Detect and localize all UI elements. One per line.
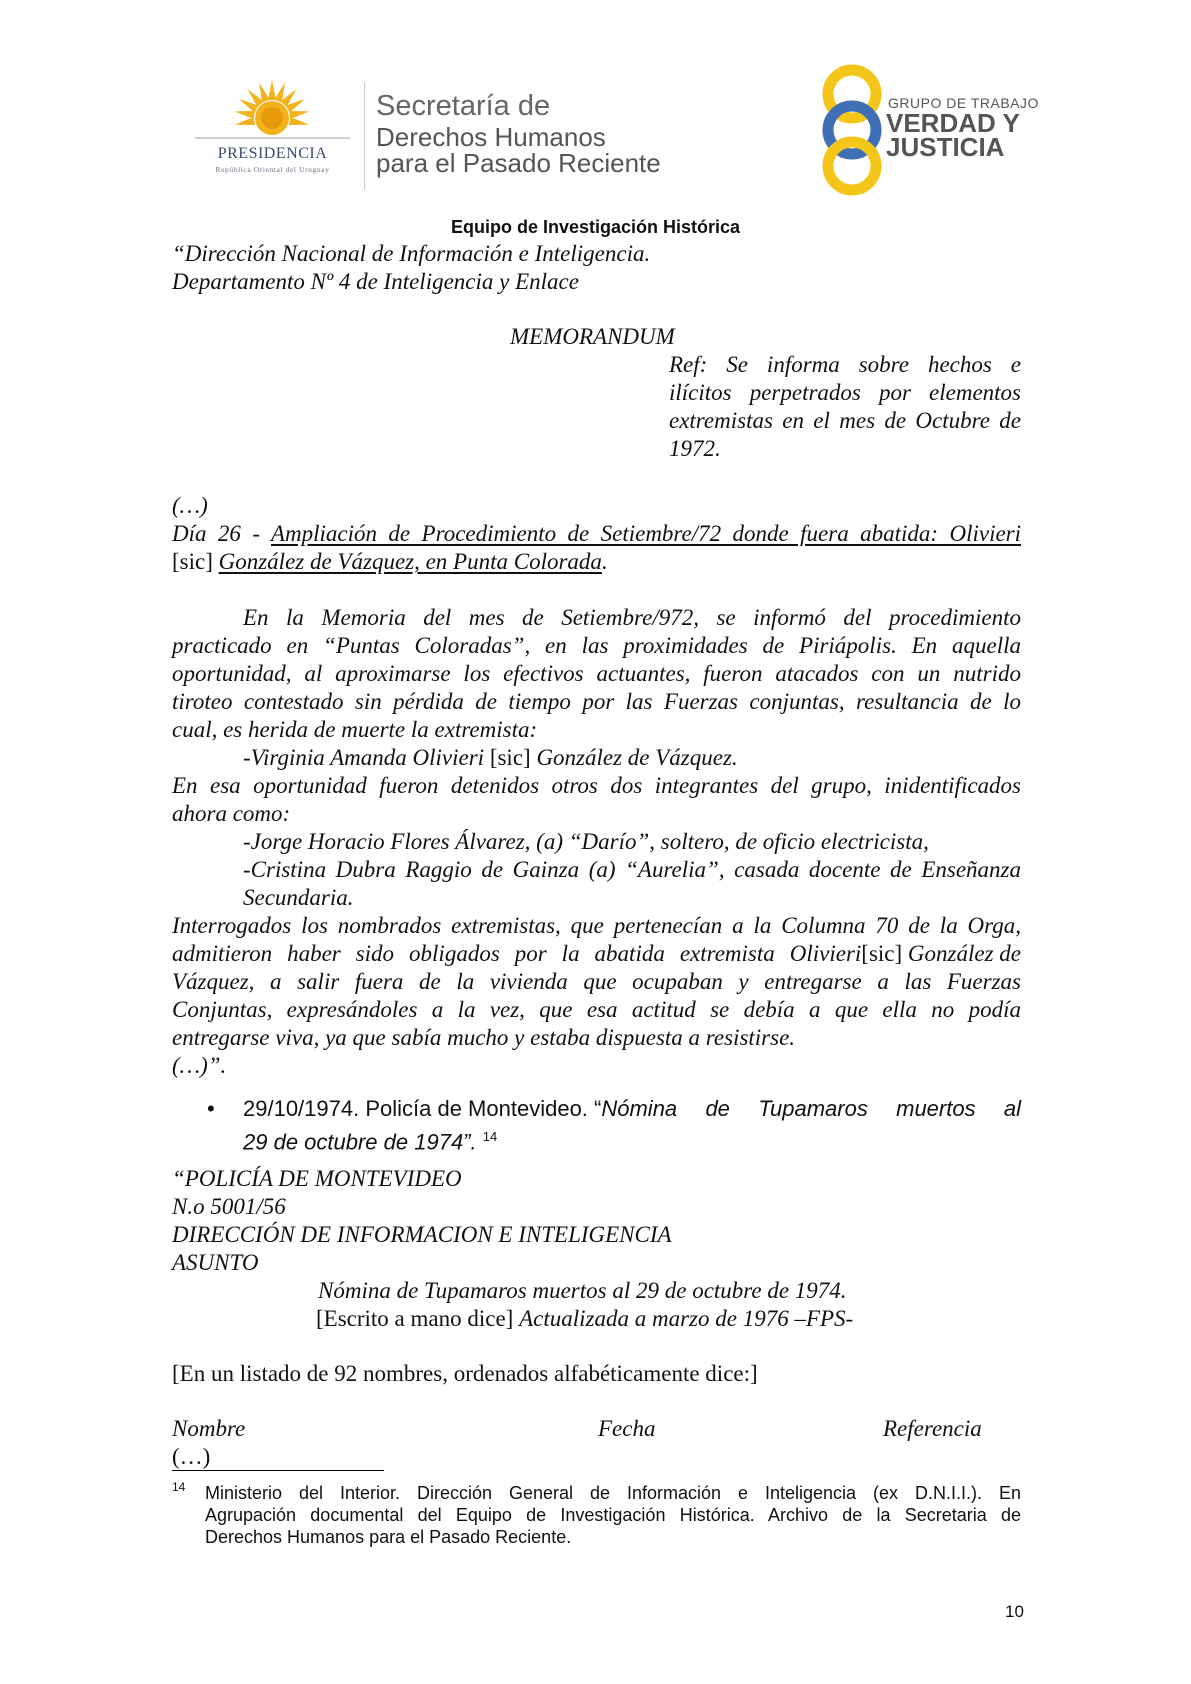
presidencia-label: PRESIDENCIA [217, 145, 328, 162]
policia-line-4: ASUNTO [172, 1250, 259, 1275]
dia-heading-end: . [601, 549, 608, 574]
secretaria-line-1: Secretaría de [376, 90, 551, 122]
bullet-title-line-2: 29 de octubre de 1974”. [243, 1129, 477, 1155]
para3-line-2 [172, 940, 1021, 968]
para1-line: practicado en “Puntas Coloradas”, en las proximidades de Piriápolis. En aquella [172, 633, 1021, 658]
cristina-line-2: Secundaria. [243, 885, 354, 910]
presidencia-subtitle: República Oriental del Uruguay [215, 165, 330, 174]
team-title: Equipo de Investigación Histórica [450, 217, 741, 237]
dia-26-line-2 [172, 548, 608, 576]
dia-26-line-1 [172, 520, 1021, 548]
footnote-line: Agrupación documental del Equipo de Investigación Histórica. Archivo de la Secretaria de [205, 1505, 1021, 1525]
handwritten-bracket: [Escrito a mano dice] [316, 1306, 520, 1331]
header-divider [364, 82, 365, 190]
gtvj-line-2: VERDAD Y [886, 108, 1020, 138]
page-number: 10 [1005, 1602, 1024, 1621]
verdad-justicia-rings-logo [812, 62, 892, 197]
jorge-line: -Jorge Horacio Flores Álvarez, (a) “Darío”, soltero, de oficio electricista, [243, 829, 929, 854]
gtvj-line-1: GRUPO DE TRABAJO [888, 95, 1039, 111]
gtvj-line-3: JUSTICIA [886, 132, 1005, 162]
bullet-date-source: 29/10/1974. Policía de Montevideo. “ [243, 1096, 602, 1121]
policia-asunto: Nómina de Tupamaros muertos al 29 de octubre de 1974. [318, 1278, 847, 1303]
virginia-line [243, 744, 738, 772]
virginia-name-b: González de Vázquez. [530, 745, 738, 770]
policia-line-1: “POLICÍA DE MONTEVIDEO [172, 1166, 462, 1191]
memo-ref-line: ilícitos perpetrados por elementos [669, 380, 1021, 405]
column-nombre: Nombre [172, 1416, 246, 1441]
memo-org-line-1: “Dirección Nacional de Información e Inteligencia. [172, 241, 651, 266]
bullet-line-2 [243, 1123, 497, 1156]
bullet-line-1 [243, 1095, 1021, 1123]
dia-prefix: Día 26 - [172, 521, 271, 546]
para1-line: tiroteo contestado sin pérdida de tiempo por las Fuerzas conjuntas, resultancia de lo [172, 689, 1021, 714]
para3-l2-a: admitieron haber sido obligados por la abatida extremista Olivieri [172, 941, 862, 966]
memo-ellipsis-open: (…) [172, 493, 208, 518]
presidencia-sun-logo [190, 78, 355, 193]
para3-line: Vázquez, a salir fuera de la vivienda que ocupaban y entregarse a las Fuerzas [172, 969, 1021, 994]
dia-heading-underlined-2: González de Vázquez, en Punta Colorada [218, 549, 602, 574]
column-fecha: Fecha [598, 1416, 656, 1441]
secretaria-line-2: Derechos Humanos [376, 122, 606, 152]
memo-ref-line: Ref: Se informa sobre hechos e [669, 352, 1021, 377]
sic-note: [sic] [861, 941, 903, 966]
sic-note: [sic] [172, 549, 213, 574]
bullet-title-line-1: Nómina de Tupamaros muertos al [601, 1096, 1021, 1121]
secretaria-line-3: para el Pasado Reciente [376, 148, 661, 178]
virginia-name-a: -Virginia Amanda Olivieri [243, 745, 490, 770]
para2-line: ahora como: [172, 801, 291, 826]
memo-ref-line: 1972. [669, 436, 721, 461]
bullet-dot: • [207, 1096, 215, 1121]
column-referencia: Referencia [883, 1416, 982, 1441]
cristina-line-1: -Cristina Dubra Raggio de Gainza (a) “Aurelia”, casada docente de Enseñanza [243, 857, 1021, 882]
memo-ref-line: extremistas en el mes de Octubre de [669, 408, 1021, 433]
policia-ellipsis: (…) [172, 1444, 211, 1469]
policia-line-2: N.o 5001/56 [172, 1194, 286, 1219]
dia-heading-underlined-1: Ampliación de Procedimiento de Setiembre/72 donde fuera abatida: Olivieri [270, 521, 1022, 546]
para1-line: oportunidad, al aproximarse los efectivos actuantes, fueron atacados con un nutrido [172, 661, 1021, 686]
sic-note: [sic] [489, 745, 531, 770]
listado-note: [En un listado de 92 nombres, ordenados alfabéticamente dice:] [172, 1361, 758, 1386]
footnote-number: 14 [172, 1480, 186, 1494]
policia-line-3: DIRECCIÓN DE INFORMACION E INTELIGENCIA [172, 1222, 672, 1247]
handwritten-text: Actualizada a marzo de 1976 –FPS- [519, 1306, 854, 1331]
footnote-line: Ministerio del Interior. Dirección General de Información e Inteligencia (ex D.N.I.I.). En [205, 1483, 1021, 1503]
footnote-line: Derechos Humanos para el Pasado Reciente. [205, 1527, 572, 1547]
para3-l2-b: González de [902, 941, 1021, 966]
para3-line: Conjuntas, expresándoles a la vez, que esa actitud se debía a que ella no podía [172, 997, 1021, 1022]
para3-line: Interrogados los nombrados extremistas, que pertenecían a la Columna 70 de la Orga, [172, 913, 1021, 938]
para2-line: En esa oportunidad fueron detenidos otros dos integrantes del grupo, inidentificados [172, 773, 1021, 798]
memo-ellipsis-close: (…)”. [172, 1053, 227, 1078]
footnote-reference[interactable]: 14 [482, 1129, 498, 1144]
memo-org-line-2: Departamento Nº 4 de Inteligencia y Enlace [172, 269, 579, 294]
policia-handwritten-line [316, 1305, 853, 1333]
footnote-rule [172, 1470, 384, 1471]
para3-line: entregarse viva, ya que sabía mucho y estaba dispuesta a resistirse. [172, 1025, 796, 1050]
para1-line: En la Memoria del mes de Setiembre/972, se informó del procedimiento [243, 605, 1021, 630]
para1-line: cual, es herida de muerte la extremista: [172, 717, 538, 742]
memo-title: MEMORANDUM [510, 324, 675, 349]
